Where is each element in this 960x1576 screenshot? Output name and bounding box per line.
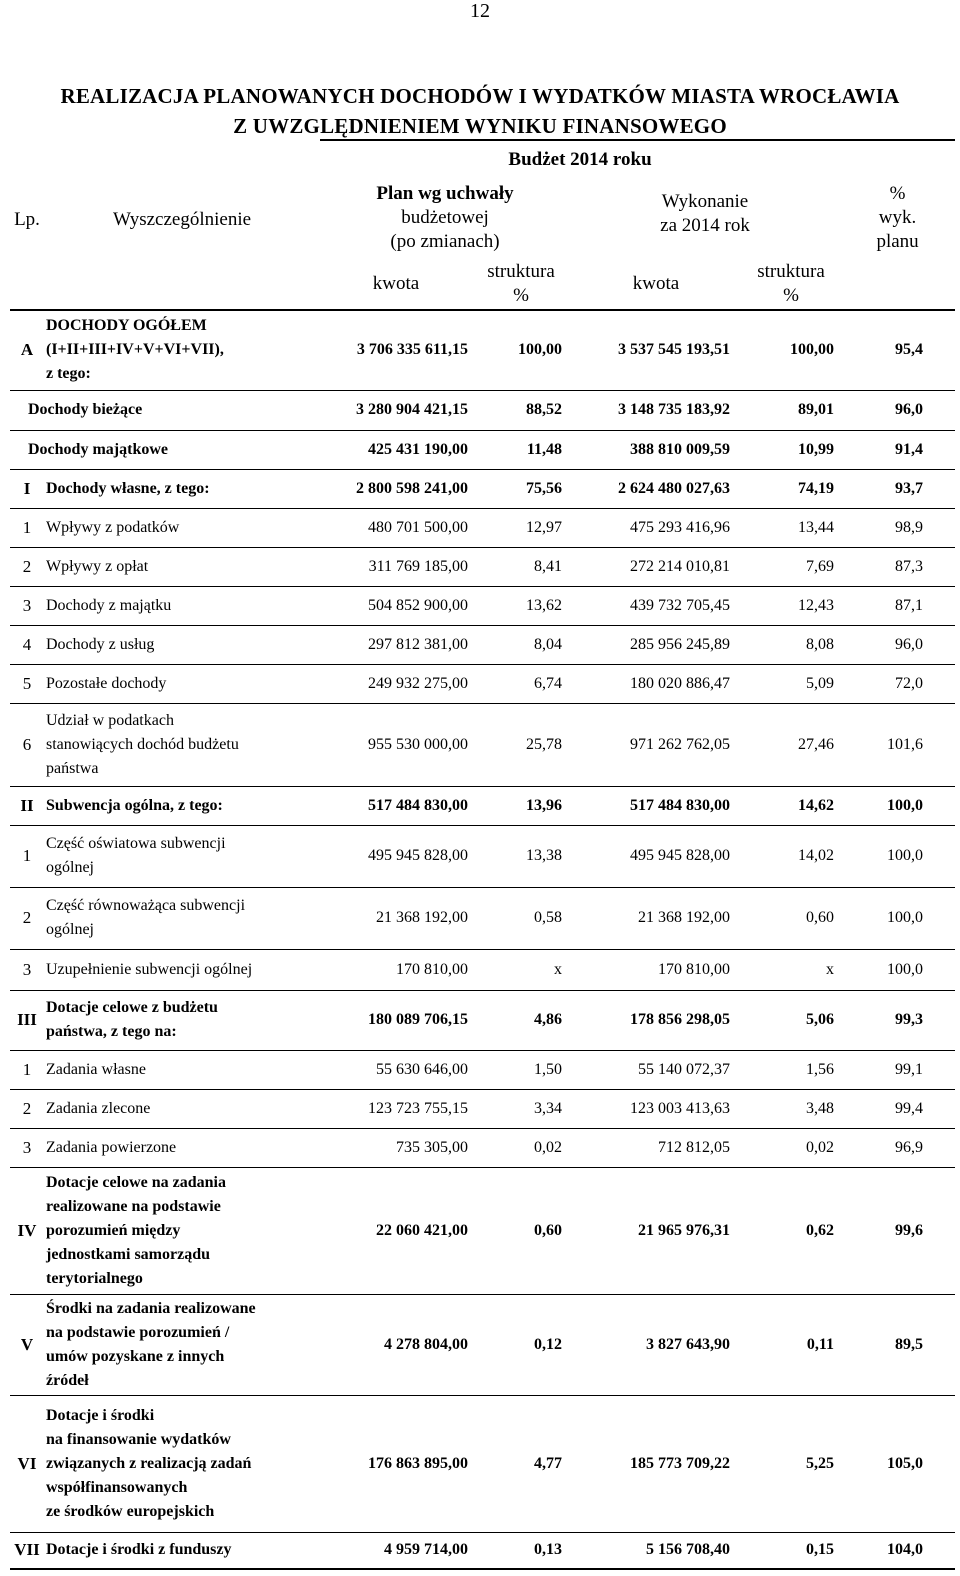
cell-plan-structure: 13,62 bbox=[472, 586, 570, 625]
description-line: ogólnej bbox=[46, 859, 94, 876]
cell-exec-structure: 0,02 bbox=[742, 1128, 840, 1167]
table-row bbox=[10, 1167, 955, 1294]
cell-plan-amount: 3 280 904 421,15 bbox=[320, 390, 472, 430]
header-pct-line-3: planu bbox=[876, 231, 919, 252]
cell-description bbox=[44, 825, 320, 887]
cell-lp: 1 bbox=[10, 1050, 44, 1089]
page-number: 12 bbox=[470, 0, 490, 22]
cell-plan-amount: 55 630 646,00 bbox=[320, 1050, 472, 1089]
cell-description bbox=[44, 990, 320, 1050]
description-line: terytorialnego bbox=[46, 1269, 143, 1287]
header-plan bbox=[320, 178, 570, 258]
cell-exec-structure: 0,60 bbox=[742, 887, 840, 949]
cell-plan-amount: 170 810,00 bbox=[320, 949, 472, 990]
cell-exec-amount: 5 156 708,40 bbox=[570, 1532, 742, 1569]
cell-exec-structure: 12,43 bbox=[742, 586, 840, 625]
cell-plan-structure: 100,00 bbox=[472, 310, 570, 390]
cell-pct-plan: 100,0 bbox=[840, 887, 955, 949]
cell-lp: II bbox=[10, 786, 44, 825]
description-line: realizowane na podstawie bbox=[46, 1197, 221, 1215]
cell-lp: 3 bbox=[10, 949, 44, 990]
cell-exec-amount: 55 140 072,37 bbox=[570, 1050, 742, 1089]
cell-lp: 3 bbox=[10, 1128, 44, 1167]
cell-lp: 2 bbox=[10, 887, 44, 949]
header-lp: Lp. bbox=[14, 209, 40, 230]
description-line: Subwencja ogólna, z tego: bbox=[46, 796, 223, 814]
description-line: na finansowanie wydatków bbox=[46, 1430, 231, 1448]
description-line: ogólnej bbox=[46, 921, 94, 938]
description-line: Dochody majątkowe bbox=[28, 440, 168, 458]
table-row bbox=[10, 664, 955, 703]
cell-plan-amount: 955 530 000,00 bbox=[320, 703, 472, 786]
cell-exec-amount: 21 368 192,00 bbox=[570, 887, 742, 949]
cell-lp: 5 bbox=[10, 664, 44, 703]
cell-plan-amount: 504 852 900,00 bbox=[320, 586, 472, 625]
cell-exec-amount: 495 945 828,00 bbox=[570, 825, 742, 887]
header-plan-line-2: budżetowej bbox=[401, 207, 489, 228]
cell-lp: 1 bbox=[10, 825, 44, 887]
cell-exec-amount: 170 810,00 bbox=[570, 949, 742, 990]
cell-exec-structure: 100,00 bbox=[742, 310, 840, 390]
cell-plan-structure: 25,78 bbox=[472, 703, 570, 786]
cell-description bbox=[44, 703, 320, 786]
cell-plan-structure: 13,96 bbox=[472, 786, 570, 825]
cell-description bbox=[44, 1128, 320, 1167]
cell-plan-amount: 311 769 185,00 bbox=[320, 547, 472, 586]
cell-exec-amount: 388 810 009,59 bbox=[570, 430, 742, 469]
cell-exec-structure: 5,06 bbox=[742, 990, 840, 1050]
table-row bbox=[10, 1532, 955, 1569]
cell-exec-structure: 14,02 bbox=[742, 825, 840, 887]
description-line: z tego: bbox=[46, 365, 91, 383]
cell-plan-structure: 0,60 bbox=[472, 1167, 570, 1294]
cell-pct-plan: 99,4 bbox=[840, 1089, 955, 1128]
table-row bbox=[10, 1128, 955, 1167]
description-line: ze środków europejskich bbox=[46, 1502, 215, 1520]
table-row bbox=[10, 1294, 955, 1395]
document-title-line-2: Z UWZGLĘDNIENIEM WYNIKU FINANSOWEGO bbox=[233, 114, 727, 138]
cell-description bbox=[44, 887, 320, 949]
cell-pct-plan: 96,0 bbox=[840, 625, 955, 664]
cell-description bbox=[44, 625, 320, 664]
description-line: Dochody z usług bbox=[46, 635, 155, 653]
cell-pct-plan: 93,7 bbox=[840, 469, 955, 508]
cell-plan-amount: 249 932 275,00 bbox=[320, 664, 472, 703]
table-row bbox=[10, 1089, 955, 1128]
header-execution bbox=[570, 178, 840, 258]
cell-exec-amount: 185 773 709,22 bbox=[570, 1395, 742, 1532]
header-budget-group: Budżet 2014 roku bbox=[320, 140, 840, 178]
cell-exec-structure: x bbox=[742, 949, 840, 990]
cell-exec-structure: 0,62 bbox=[742, 1167, 840, 1294]
cell-plan-amount: 2 800 598 241,00 bbox=[320, 469, 472, 508]
table-row bbox=[10, 887, 955, 949]
header-pct-line-2: wyk. bbox=[878, 207, 917, 228]
cell-pct-plan: 99,6 bbox=[840, 1167, 955, 1294]
cell-plan-amount: 297 812 381,00 bbox=[320, 625, 472, 664]
header-exec-structure-line-1: struktura bbox=[757, 260, 825, 282]
cell-plan-amount: 4 959 714,00 bbox=[320, 1532, 472, 1569]
cell-exec-amount: 475 293 416,96 bbox=[570, 508, 742, 547]
cell-plan-structure: 6,74 bbox=[472, 664, 570, 703]
description-line: Dotacje celowe z budżetu bbox=[46, 999, 218, 1016]
cell-description bbox=[44, 1167, 320, 1294]
header-plan-structure bbox=[472, 258, 570, 310]
description-line: Dochody własne, z tego: bbox=[46, 479, 210, 497]
description-line: Dotacje i środki bbox=[46, 1406, 155, 1424]
description-line: Pozostałe dochody bbox=[46, 674, 167, 692]
cell-pct-plan: 105,0 bbox=[840, 1395, 955, 1532]
cell-exec-amount: 272 214 010,81 bbox=[570, 547, 742, 586]
description-line: państwa bbox=[46, 759, 99, 777]
description-line: na podstawie porozumień / bbox=[46, 1323, 230, 1341]
cell-description bbox=[44, 310, 320, 390]
cell-pct-plan: 87,3 bbox=[840, 547, 955, 586]
cell-exec-amount: 971 262 762,05 bbox=[570, 703, 742, 786]
cell-pct-plan: 100,0 bbox=[840, 949, 955, 990]
cell-plan-amount: 3 706 335 611,15 bbox=[320, 310, 472, 390]
table-row bbox=[10, 825, 955, 887]
cell-plan-amount: 21 368 192,00 bbox=[320, 887, 472, 949]
cell-lp: I bbox=[10, 469, 44, 508]
header-plan-structure-line-2: % bbox=[513, 284, 529, 306]
cell-lp: IV bbox=[10, 1167, 44, 1294]
description-line: umów pozyskane z innych bbox=[46, 1347, 225, 1365]
description-line: Część równoważąca subwencji bbox=[46, 897, 246, 914]
cell-plan-amount: 517 484 830,00 bbox=[320, 786, 472, 825]
description-line: Zadania zlecone bbox=[46, 1099, 151, 1117]
cell-plan-structure: 0,13 bbox=[472, 1532, 570, 1569]
cell-pct-plan: 91,4 bbox=[840, 430, 955, 469]
cell-lp: VII bbox=[10, 1532, 44, 1569]
description-line: Dotacje celowe na zadania bbox=[46, 1173, 226, 1191]
cell-description bbox=[44, 949, 320, 990]
cell-description bbox=[44, 1532, 320, 1569]
cell-plan-structure: 0,02 bbox=[472, 1128, 570, 1167]
cell-lp: VI bbox=[10, 1395, 44, 1532]
cell-lp: III bbox=[10, 990, 44, 1050]
cell-pct-plan: 100,0 bbox=[840, 825, 955, 887]
cell-plan-amount: 176 863 895,00 bbox=[320, 1395, 472, 1532]
cell-lp: 3 bbox=[10, 586, 44, 625]
header-plan-structure-line-1: struktura bbox=[487, 260, 555, 282]
table-row bbox=[10, 310, 955, 390]
description-line: DOCHODY OGÓŁEM bbox=[46, 317, 207, 335]
header-exec-structure bbox=[742, 258, 840, 310]
cell-exec-amount: 21 965 976,31 bbox=[570, 1167, 742, 1294]
cell-plan-structure: 0,58 bbox=[472, 887, 570, 949]
header-spacer bbox=[10, 140, 320, 178]
description-line: porozumień między bbox=[46, 1221, 181, 1239]
cell-lp: 4 bbox=[10, 625, 44, 664]
description-line: Zadania powierzone bbox=[46, 1138, 177, 1156]
cell-exec-amount: 517 484 830,00 bbox=[570, 786, 742, 825]
cell-pct-plan: 104,0 bbox=[840, 1532, 955, 1569]
description-line: Część oświatowa subwencji bbox=[46, 835, 226, 852]
cell-lp: 1 bbox=[10, 508, 44, 547]
cell-plan-amount: 4 278 804,00 bbox=[320, 1294, 472, 1395]
cell-exec-structure: 8,08 bbox=[742, 625, 840, 664]
header-spacer-right bbox=[840, 140, 955, 178]
cell-exec-structure: 0,11 bbox=[742, 1294, 840, 1395]
cell-pct-plan: 99,3 bbox=[840, 990, 955, 1050]
cell-exec-structure: 7,69 bbox=[742, 547, 840, 586]
cell-pct-plan: 87,1 bbox=[840, 586, 955, 625]
cell-description bbox=[44, 664, 320, 703]
description-line: Dochody bieżące bbox=[28, 401, 143, 418]
cell-exec-structure: 1,56 bbox=[742, 1050, 840, 1089]
description-line: Wpływy z podatków bbox=[46, 518, 180, 536]
cell-description bbox=[44, 1050, 320, 1089]
description-line: Zadania własne bbox=[46, 1060, 146, 1078]
description-line: jednostkami samorządu bbox=[46, 1245, 211, 1263]
table-row bbox=[10, 508, 955, 547]
description-line: źródeł bbox=[46, 1371, 89, 1389]
cell-exec-structure: 0,15 bbox=[742, 1532, 840, 1569]
cell-plan-amount: 425 431 190,00 bbox=[320, 430, 472, 469]
cell-lp: A bbox=[10, 310, 44, 390]
budget-execution-table bbox=[10, 139, 955, 1570]
header-pct-line-1: % bbox=[889, 183, 906, 204]
cell-exec-structure: 10,99 bbox=[742, 430, 840, 469]
table-row bbox=[10, 949, 955, 990]
cell-exec-amount: 3 827 643,90 bbox=[570, 1294, 742, 1395]
cell-exec-structure: 14,62 bbox=[742, 786, 840, 825]
cell-plan-structure: 8,04 bbox=[472, 625, 570, 664]
description-line: Dotacje i środki z funduszy bbox=[46, 1541, 232, 1559]
header-execution-line-2: za 2014 rok bbox=[660, 215, 750, 236]
cell-plan-structure: 88,52 bbox=[472, 390, 570, 430]
cell-pct-plan: 98,9 bbox=[840, 508, 955, 547]
cell-pct-plan: 89,5 bbox=[840, 1294, 955, 1395]
header-pct-plan bbox=[840, 178, 955, 310]
cell-plan-amount: 735 305,00 bbox=[320, 1128, 472, 1167]
cell-description bbox=[44, 469, 320, 508]
table-row bbox=[10, 625, 955, 664]
description-line: Udział w podatkach bbox=[46, 711, 174, 729]
cell-exec-amount: 3 537 545 193,51 bbox=[570, 310, 742, 390]
cell-plan-amount: 22 060 421,00 bbox=[320, 1167, 472, 1294]
header-exec-amount: kwota bbox=[632, 272, 680, 294]
cell-exec-amount: 439 732 705,45 bbox=[570, 586, 742, 625]
cell-lp: 6 bbox=[10, 703, 44, 786]
header-plan-line-3: (po zmianach) bbox=[390, 231, 500, 252]
cell-plan-amount: 180 089 706,15 bbox=[320, 990, 472, 1050]
cell-plan-amount: 480 701 500,00 bbox=[320, 508, 472, 547]
cell-pct-plan: 100,0 bbox=[840, 786, 955, 825]
cell-plan-structure: 12,97 bbox=[472, 508, 570, 547]
cell-plan-structure: 4,86 bbox=[472, 990, 570, 1050]
header-execution-line-1: Wykonanie bbox=[661, 191, 749, 212]
cell-exec-amount: 285 956 245,89 bbox=[570, 625, 742, 664]
description-line: państwa, z tego na: bbox=[46, 1023, 177, 1040]
description-line: stanowiących dochód budżetu bbox=[46, 735, 239, 753]
cell-exec-structure: 5,09 bbox=[742, 664, 840, 703]
cell-description bbox=[26, 390, 302, 430]
description-line: związanych z realizacją zadań bbox=[46, 1454, 252, 1472]
cell-plan-structure: 8,41 bbox=[472, 547, 570, 586]
cell-exec-amount: 178 856 298,05 bbox=[570, 990, 742, 1050]
table-row bbox=[10, 1050, 955, 1089]
cell-plan-structure: 3,34 bbox=[472, 1089, 570, 1128]
cell-plan-structure: 13,38 bbox=[472, 825, 570, 887]
cell-plan-structure: 75,56 bbox=[472, 469, 570, 508]
cell-lp: V bbox=[10, 1294, 44, 1395]
cell-pct-plan: 99,1 bbox=[840, 1050, 955, 1089]
table-row bbox=[10, 990, 955, 1050]
table-row bbox=[10, 469, 955, 508]
cell-plan-amount: 123 723 755,15 bbox=[320, 1089, 472, 1128]
cell-description bbox=[44, 508, 320, 547]
cell-pct-plan: 96,9 bbox=[840, 1128, 955, 1167]
table-row bbox=[10, 390, 955, 430]
cell-description bbox=[44, 786, 320, 825]
cell-description bbox=[26, 430, 302, 469]
cell-exec-amount: 123 003 413,63 bbox=[570, 1089, 742, 1128]
description-line: Dochody z majątku bbox=[46, 596, 172, 614]
table-row bbox=[10, 1395, 955, 1532]
cell-plan-structure: 1,50 bbox=[472, 1050, 570, 1089]
cell-description bbox=[44, 586, 320, 625]
cell-pct-plan: 95,4 bbox=[840, 310, 955, 390]
cell-lp: 2 bbox=[10, 1089, 44, 1128]
cell-exec-amount: 180 020 886,47 bbox=[570, 664, 742, 703]
header-exec-structure-line-2: % bbox=[783, 284, 799, 306]
cell-exec-amount: 3 148 735 183,92 bbox=[570, 390, 742, 430]
cell-plan-structure: 4,77 bbox=[472, 1395, 570, 1532]
header-plan-amount: kwota bbox=[372, 272, 420, 294]
cell-plan-structure: x bbox=[472, 949, 570, 990]
cell-exec-structure: 13,44 bbox=[742, 508, 840, 547]
document-title-line-1: REALIZACJA PLANOWANYCH DOCHODÓW I WYDATKÓW MIASTA WROCŁAWIA bbox=[60, 84, 900, 108]
description-line: współfinansowanych bbox=[46, 1478, 188, 1496]
cell-plan-structure: 11,48 bbox=[472, 430, 570, 469]
description-line: Środki na zadania realizowane bbox=[46, 1299, 256, 1317]
header-plan-line-1: Plan wg uchwały bbox=[376, 183, 514, 204]
cell-description bbox=[44, 1395, 320, 1532]
cell-exec-structure: 74,19 bbox=[742, 469, 840, 508]
cell-pct-plan: 101,6 bbox=[840, 703, 955, 786]
cell-exec-structure: 27,46 bbox=[742, 703, 840, 786]
table-row bbox=[10, 547, 955, 586]
table-row bbox=[10, 703, 955, 786]
cell-description bbox=[44, 1294, 320, 1395]
table-row bbox=[10, 786, 955, 825]
header-description: Wyszczególnienie bbox=[112, 209, 252, 230]
cell-lp: 2 bbox=[10, 547, 44, 586]
cell-plan-structure: 0,12 bbox=[472, 1294, 570, 1395]
cell-pct-plan: 96,0 bbox=[840, 390, 955, 430]
table-row bbox=[10, 430, 955, 469]
description-line: Uzupełnienie subwencji ogólnej bbox=[46, 960, 253, 978]
cell-description bbox=[44, 1089, 320, 1128]
cell-exec-amount: 2 624 480 027,63 bbox=[570, 469, 742, 508]
table-row bbox=[10, 586, 955, 625]
cell-pct-plan: 72,0 bbox=[840, 664, 955, 703]
cell-exec-amount: 712 812,05 bbox=[570, 1128, 742, 1167]
description-line: (I+II+III+IV+V+VI+VII), bbox=[46, 341, 224, 359]
description-line: Wpływy z opłat bbox=[46, 557, 149, 575]
cell-description bbox=[44, 547, 320, 586]
cell-plan-amount: 495 945 828,00 bbox=[320, 825, 472, 887]
cell-exec-structure: 89,01 bbox=[742, 390, 840, 430]
cell-exec-structure: 3,48 bbox=[742, 1089, 840, 1128]
cell-exec-structure: 5,25 bbox=[742, 1395, 840, 1532]
